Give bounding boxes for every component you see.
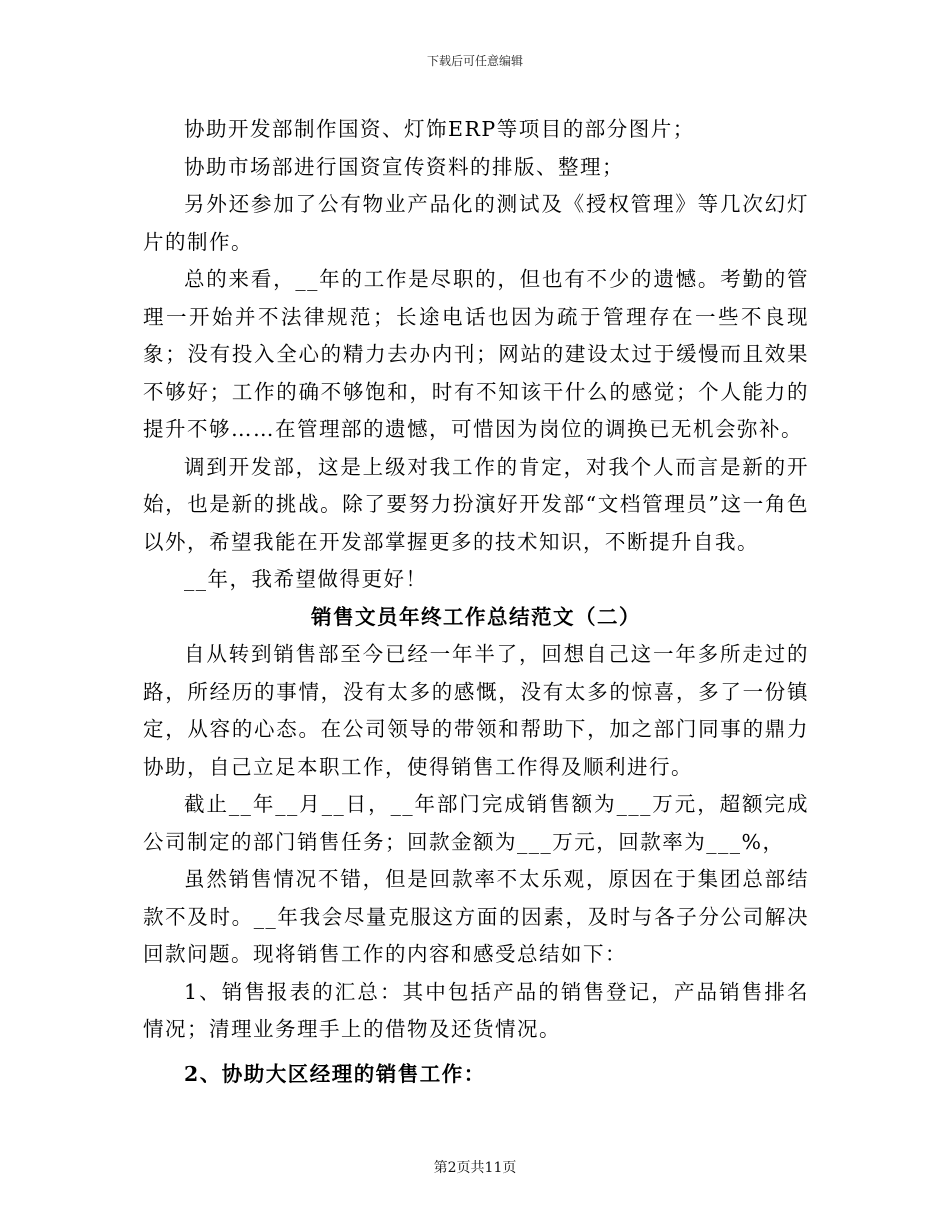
paragraph: __年，我希望做得更好！: [184, 567, 428, 591]
paragraph: 虽然销售情况不错，但是回款率不太乐观，原因在于集团总部结款不及时。__年我会尽量克服这方面的因素，及时与各子分公司解决回款问题。现将销售工作的内容和感受总结如下：: [143, 867, 809, 966]
document-body: [143, 111, 809, 1093]
page-footer: 第2页共11页: [433, 1160, 517, 1176]
paragraph: 1、销售报表的汇总：其中包括产品的销售登记，产品销售排名情况；清理业务理手上的借物及还货情况。: [143, 979, 809, 1041]
subsection-heading: 2、协助大区经理的销售工作：: [184, 1061, 486, 1086]
paragraph: 另外还参加了公有物业产品化的测试及《授权管理》等几次幻灯片的制作。: [143, 192, 809, 254]
paragraph: 协助市场部进行国资宣传资料的排版、整理；: [184, 154, 624, 179]
paragraph: 协助开发部制作国资、灯饰ERP等项目的部分图片；: [184, 117, 695, 141]
paragraph: 截止__年__月__日，__年部门完成销售额为___万元，超额完成公司制定的部门销售任务；回款金额为___万元，回款率为___%，: [143, 792, 809, 854]
paragraph: 总的来看，__年的工作是尽职的，但也有不少的遗憾。考勤的管理一开始并不法律规范；长途电话也因为疏于管理存在一些不良现象；没有投入全心的精力去办内刊；网站的建设太过于缓慢而且效果不够好；工作的确不够饱和，时有不知该干什么的感觉；个人能力的提升不够……在管理部的遗憾，可惜因为岗位的调换已无机会弥补。: [143, 267, 809, 441]
page-header: 下载后可任意编辑: [426, 54, 523, 68]
paragraph: 调到开发部，这是上级对我工作的肯定，对我个人而言是新的开始，也是新的挑战。除了要努力扮演好开发部“文档管理员”这一角色以外，希望我能在开发部掌握更多的技术知识，不断提升自我。: [143, 454, 809, 554]
paragraph: 自从转到销售部至今已经一年半了，回想自己这一年多所走过的路，所经历的事情，没有太多的感慨，没有太多的惊喜，多了一份镇定，从容的心态。在公司领导的带领和帮助下，加之部门同事的鼎力协助，自己立足本职工作，使得销售工作得及顺利进行。: [143, 642, 809, 779]
section-title: 销售文员年终工作总结范文（二）: [311, 604, 641, 629]
